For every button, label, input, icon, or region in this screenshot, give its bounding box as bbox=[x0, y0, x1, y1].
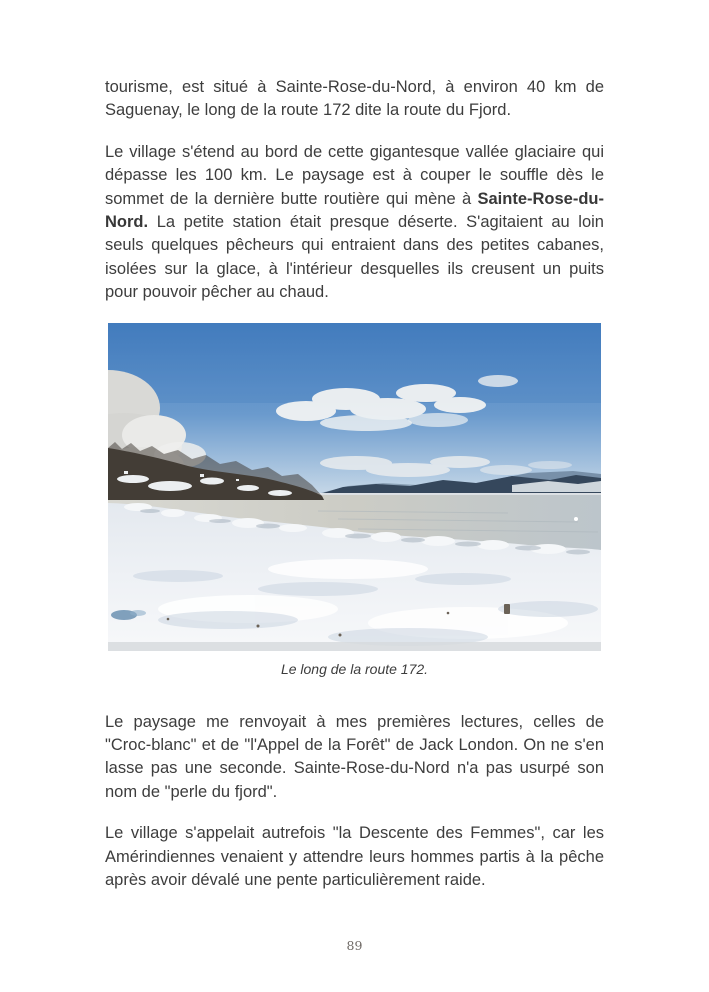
paragraph-descente: Le village s'appelait autrefois "la Descente des Femmes", car les Amérindiennes venaient y attendre leurs hommes partis à la pêche après avoir dévalé une pente particulièrement raide. bbox=[105, 824, 604, 890]
bold-place-name: Sainte-Rose-du-Nord. bbox=[105, 189, 604, 232]
paragraph-village-before: Le village s'étend au bord de cette gigantesque vallée glaciaire qui dépasse les 100 km. Le paysage est à couper le souffle dès le sommet de la dernière butte routière qui mène à bbox=[105, 142, 604, 208]
page-number: 89 bbox=[346, 938, 363, 953]
paragraph-continuation: tourisme, est situé à Sainte-Rose-du-Nord, à environ 40 km de Saguenay, le long de la route 172 dite la route du Fjord. bbox=[105, 78, 604, 120]
fjord-photo bbox=[108, 323, 601, 651]
photo-figure bbox=[105, 323, 604, 678]
paragraph-lectures: Le paysage me renvoyait à mes premières lectures, celles de "Croc-blanc" et de "l'Appel de la Forêt" de Jack London. On ne s'en lasse pas une seconde. Sainte-Rose-du-Nord n'a pas usurpé son nom de "perle du fjord". bbox=[105, 712, 604, 801]
text-column bbox=[105, 76, 604, 911]
fjord-photo-illustration bbox=[108, 323, 601, 651]
paragraph-village bbox=[105, 141, 604, 305]
paragraph-village-after: La petite station était presque déserte. S'agitaient au loin seuls quelques pêcheurs qui entraient dans des petites cabanes, isolées sur la glace, à l'intérieur desquelles ils creusent un puits pour pouvoir pêcher au chaud. bbox=[105, 213, 604, 302]
photo-caption: Le long de la route 172. bbox=[280, 660, 429, 677]
